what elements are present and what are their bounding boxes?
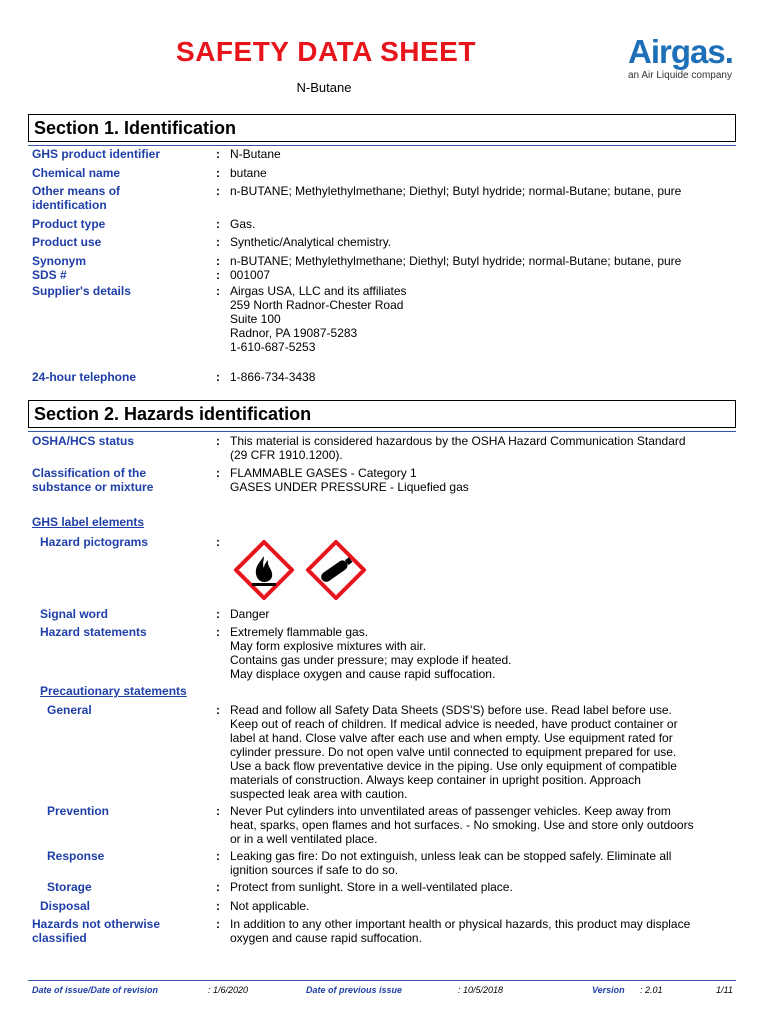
other-means-label: Other means of identification	[32, 184, 121, 212]
section-1-rule	[28, 145, 736, 146]
colon: :	[216, 235, 220, 249]
section-1-header: Section 1. Identification	[28, 114, 736, 142]
prevention-value: Never Put cylinders into unventilated areas of passenger vehicles. Keep away from heat, sparks, open flames and hot surfaces. - No smoking. Use and store only outdoors or in a well ventilated place.	[230, 804, 694, 846]
suppliers-details-value: Airgas USA, LLC and its affiliates 259 North Radnor-Chester Road Suite 100 Radnor, PA 19087-5283 1-610-687-5253	[230, 284, 407, 354]
previous-issue-value: : 10/5/2018	[458, 985, 504, 995]
colon: :	[216, 284, 220, 298]
synonym-label: Synonym	[32, 254, 87, 268]
date-of-issue-value: : 1/6/2020	[208, 985, 249, 995]
prevention-label: Prevention	[47, 804, 110, 818]
document-title: SAFETY DATA SHEET	[176, 36, 476, 67]
chemical-name-value: butane	[230, 166, 267, 180]
synonym-value: n-BUTANE; Methylethylmethane; Diethyl; Butyl hydride; normal-Butane; butane, pure	[230, 254, 682, 268]
general-label: General	[47, 703, 92, 717]
version-label: Version	[592, 985, 625, 995]
product-name: N-Butane	[296, 80, 352, 95]
gas-cylinder-pictogram-icon	[306, 540, 366, 600]
colon: :	[216, 434, 220, 448]
product-type-label: Product type	[32, 217, 106, 231]
colon: :	[216, 917, 220, 931]
colon: :	[216, 217, 220, 231]
sds-number-label: SDS #	[32, 268, 67, 282]
signal-word-value: Danger	[230, 607, 270, 621]
colon: :	[216, 607, 220, 621]
airgas-logo	[628, 34, 748, 81]
colon: :	[216, 849, 220, 863]
other-means-value: n-BUTANE; Methylethylmethane; Diethyl; Butyl hydride; normal-Butane; butane, pure	[230, 184, 682, 198]
response-label: Response	[47, 849, 105, 863]
section-2-rule	[28, 431, 736, 432]
colon: :	[216, 880, 220, 894]
telephone-label: 24-hour telephone	[32, 370, 137, 384]
page-number: 1/11	[716, 985, 733, 995]
general-value: Read and follow all Safety Data Sheets (SDS'S) before use. Read label before use. Keep out of reach of children. If medical advice is needed, have product container or label at hand. Close valve after each use and when empty. Use equipment rated for cylinder pressure. Do not open valve until connected to equipment prepared for use. Use a back flow preventative device in the piping. Use only equipment of compatible materials of construction. Always keep container in upright position. Approach suspected leak area with caution.	[230, 703, 678, 801]
hazard-statements-value: Extremely flammable gas. May form explosive mixtures with air. Contains gas under pressure; may explode if heated. May displace oxygen and cause rapid suffocation.	[230, 625, 512, 681]
colon: :	[216, 370, 220, 384]
previous-issue-label: Date of previous issue	[306, 985, 403, 995]
hazard-pictograms-label: Hazard pictograms	[40, 535, 149, 549]
colon: :	[216, 535, 220, 549]
disposal-label: Disposal	[40, 899, 91, 913]
colon: :	[216, 166, 220, 180]
sds-number-value: 001007	[230, 268, 271, 282]
hnoc-label: Hazards not otherwise classified	[32, 917, 161, 945]
colon: :	[216, 254, 220, 268]
colon: :	[216, 625, 220, 639]
product-use-label: Product use	[32, 235, 102, 249]
colon: :	[216, 804, 220, 818]
storage-label: Storage	[47, 880, 92, 894]
colon: :	[216, 184, 220, 198]
signal-word-label: Signal word	[40, 607, 109, 621]
product-use-value: Synthetic/Analytical chemistry.	[230, 235, 392, 249]
ghs-product-identifier-value: N-Butane	[230, 147, 281, 161]
colon: :	[216, 147, 220, 161]
colon: :	[216, 268, 220, 282]
ghs-product-identifier-label: GHS product identifier	[32, 147, 161, 161]
version-value: : 2.01	[640, 985, 663, 995]
suppliers-details-label: Supplier's details	[32, 284, 131, 298]
footer-rule	[28, 980, 736, 981]
section-2-header: Section 2. Hazards identification	[28, 400, 736, 428]
colon: :	[216, 466, 220, 480]
classification-value: FLAMMABLE GASES - Category 1 GASES UNDER PRESSURE - Liquefied gas	[230, 466, 469, 494]
hazard-statements-label: Hazard statements	[40, 625, 147, 639]
ghs-label-elements-heading: GHS label elements	[32, 515, 145, 529]
storage-value: Protect from sunlight. Store in a well-ventilated place.	[230, 880, 513, 894]
telephone-value: 1-866-734-3438	[230, 370, 316, 384]
precautionary-statements-heading: Precautionary statements	[40, 684, 187, 698]
flame-pictogram-icon	[234, 540, 294, 600]
logo-wordmark: Airgas.	[628, 33, 733, 70]
osha-status-label: OSHA/HCS status	[32, 434, 135, 448]
classification-label: Classification of the substance or mixture	[32, 466, 154, 494]
osha-status-value: This material is considered hazardous by the OSHA Hazard Communication Standard (29 CFR 1910.1200).	[230, 434, 686, 462]
colon: :	[216, 899, 220, 913]
disposal-value: Not applicable.	[230, 899, 310, 913]
chemical-name-label: Chemical name	[32, 166, 121, 180]
logo-tagline: an Air Liquide company	[628, 70, 732, 81]
colon: :	[216, 703, 220, 717]
date-of-issue-label: Date of issue/Date of revision	[32, 985, 159, 995]
hnoc-value: In addition to any other important health or physical hazards, this product may displace oxygen and cause rapid suffocation.	[230, 917, 691, 945]
response-value: Leaking gas fire: Do not extinguish, unless leak can be stopped safely. Eliminate all ignition sources if safe to do so.	[230, 849, 672, 877]
product-type-value: Gas.	[230, 217, 256, 231]
